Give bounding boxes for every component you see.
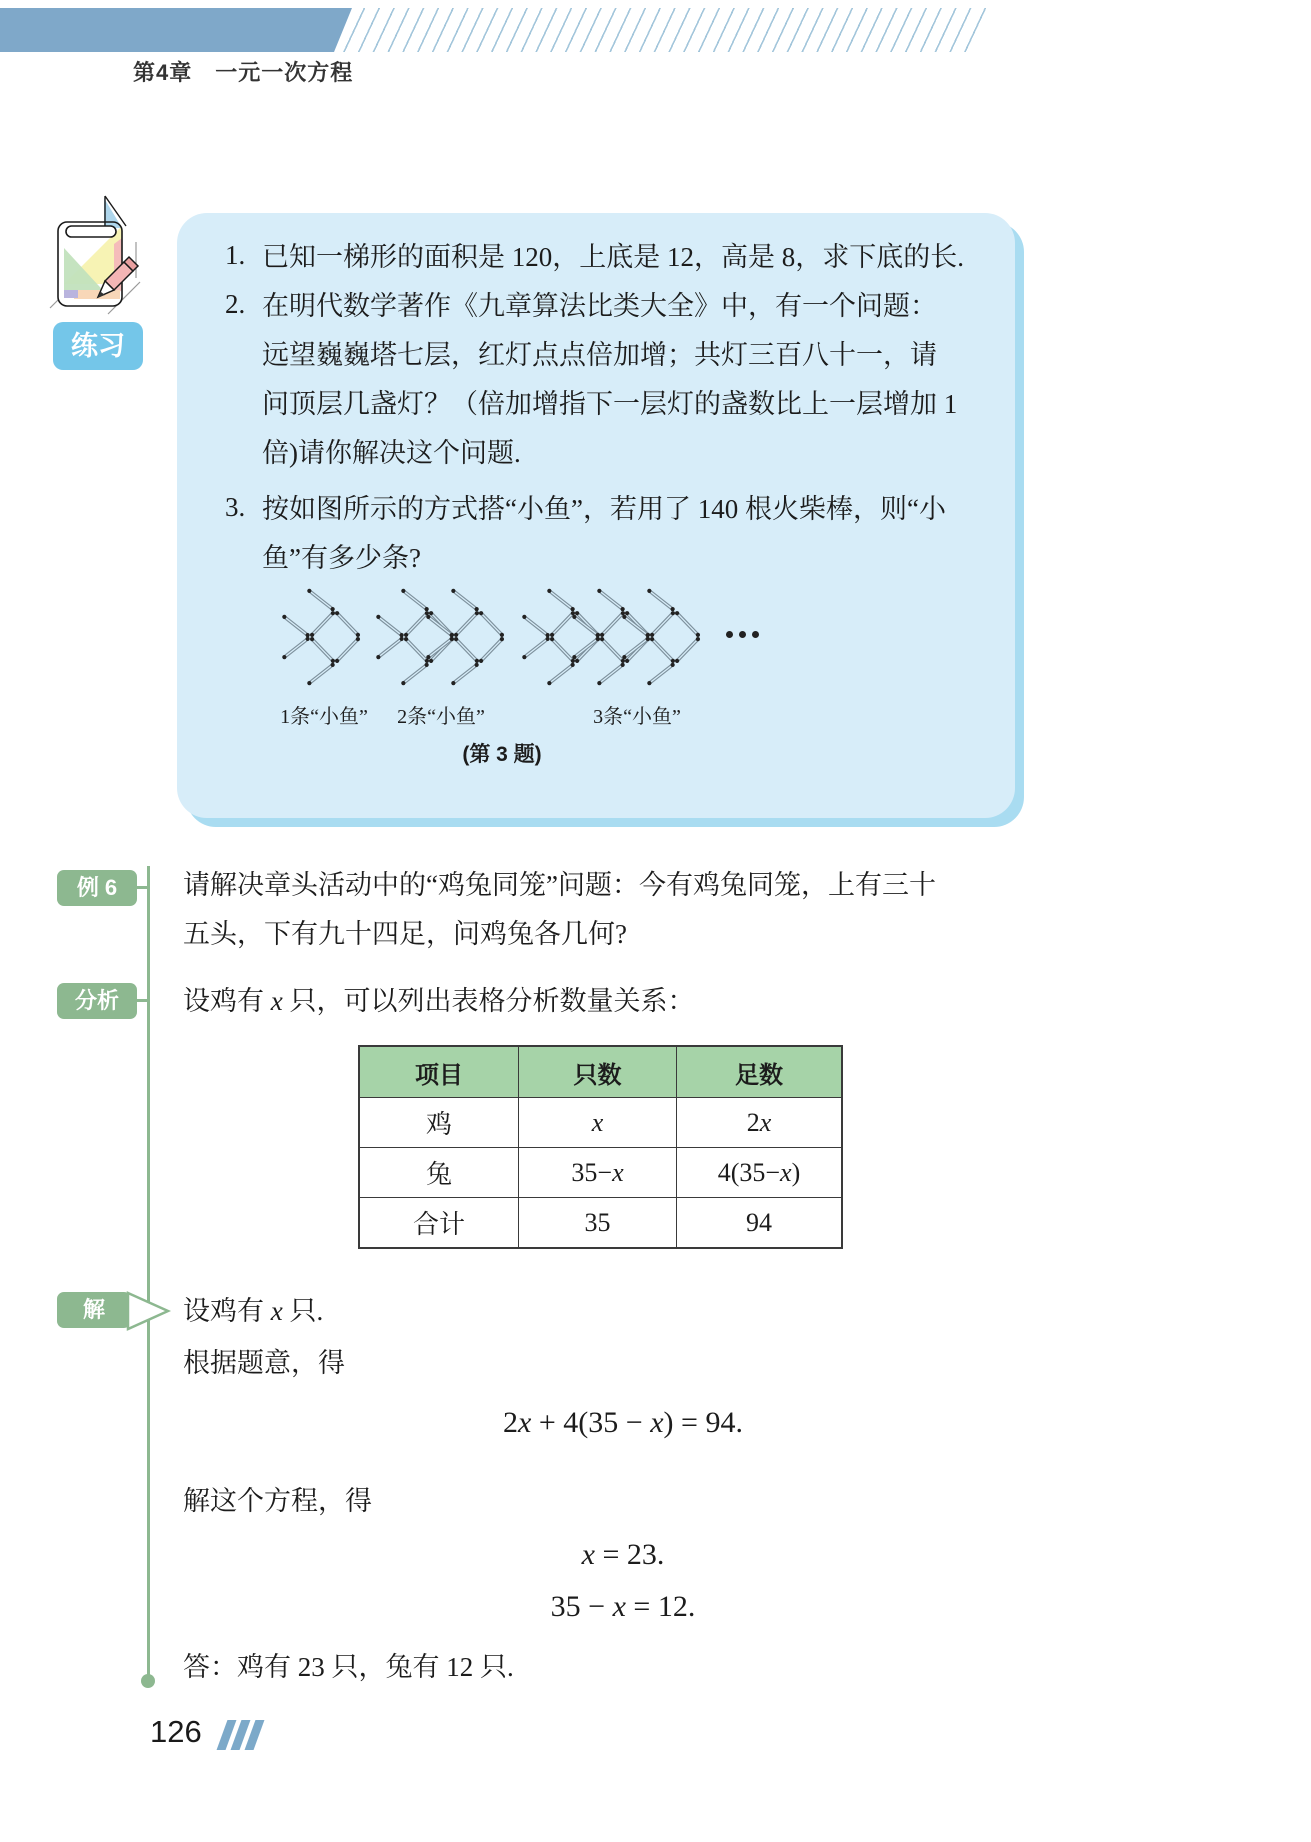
example-6-line-2: 五头，下有九十四足，问鸡兔各几何? <box>183 919 627 949</box>
table-cell: 94 <box>677 1198 843 1249</box>
problem-2-number: 2. <box>225 289 246 319</box>
fish-diagram-group-2 <box>372 585 512 689</box>
section-timeline-end-dot <box>141 1674 155 1688</box>
table-row <box>359 1098 842 1148</box>
solution-line-1: 设鸡有 x 只. <box>183 1296 324 1326</box>
chapter-title: 第4章 一元一次方程 <box>133 60 354 85</box>
problem-2-line-1: 在明代数学著作《九章算法比类大全》中，有一个问题： <box>262 291 937 321</box>
table-cell: 35−x <box>519 1148 677 1198</box>
fish-ellipsis-dots <box>726 631 759 638</box>
solution-arrow-icon <box>126 1290 172 1332</box>
fish-caption-1: 1条“小鱼” <box>280 706 368 728</box>
analysis-badge: 分析 <box>57 983 137 1019</box>
fish-caption-3: 3条“小鱼” <box>593 706 681 728</box>
problem-2-line-3: 问顶层几盏灯？（倍加增指下一层灯的盏数比上一层增加 1 <box>262 389 958 419</box>
page-number: 126 <box>150 1714 202 1749</box>
problem-1-text: 已知一梯形的面积是 120，上底是 12，高是 8，求下底的长. <box>262 242 964 272</box>
table-header-item: 项目 <box>359 1046 519 1098</box>
section-timeline-line <box>147 866 150 1681</box>
solution-badge: 解 <box>57 1292 131 1328</box>
analysis-intro: 设鸡有 x 只，可以列出表格分析数量关系： <box>183 986 695 1016</box>
table-cell: 鸡 <box>359 1098 519 1148</box>
figure-caption: (第 3 题) <box>462 743 542 766</box>
header-parallelogram <box>0 8 360 52</box>
table-cell: 2x <box>677 1098 843 1148</box>
header-band <box>0 8 1311 52</box>
analysis-connector <box>135 999 149 1002</box>
practice-notebook-pencil-icon <box>48 186 148 318</box>
problem-2-line-2: 远望巍巍塔七层，红灯点点倍加增；共灯三百八十一，请 <box>262 340 937 370</box>
fish-diagram-group-1 <box>278 585 368 689</box>
fish-diagram-group-3 <box>518 585 708 689</box>
table-cell: 35 <box>519 1198 677 1249</box>
table-header-feet: 足数 <box>677 1046 843 1098</box>
fish-caption-2: 2条“小鱼” <box>397 706 485 728</box>
solution-equation-3: 35 − x = 12. <box>550 1590 696 1623</box>
table-cell: 兔 <box>359 1148 519 1198</box>
solution-line-3: 解这个方程，得 <box>183 1486 372 1516</box>
solution-equation-1: 2x + 4(35 − x) = 94. <box>503 1406 743 1439</box>
table-header-row <box>359 1046 842 1098</box>
problem-3-line-1: 按如图所示的方式搭“小鱼”，若用了 140 根火柴棒，则“小 <box>262 494 946 524</box>
problem-1-number: 1. <box>225 240 246 270</box>
example-6-connector <box>135 886 149 889</box>
solution-equation-2: x = 23. <box>581 1538 665 1571</box>
table-header-count: 只数 <box>519 1046 677 1098</box>
solution-line-2: 根据题意，得 <box>183 1348 345 1378</box>
example-6-badge: 例 6 <box>57 870 137 906</box>
table-row <box>359 1148 842 1198</box>
table-row <box>359 1198 842 1249</box>
header-hatch-pattern <box>334 8 994 52</box>
problem-2-line-4: 倍)请你解决这个问题. <box>262 438 521 468</box>
solution-answer: 答：鸡有 23 只，兔有 12 只. <box>183 1652 514 1682</box>
problem-3-number: 3. <box>225 492 246 522</box>
problem-3-line-2: 鱼”有多少条? <box>262 543 421 573</box>
table-cell: 合计 <box>359 1198 519 1249</box>
analysis-table <box>358 1045 843 1249</box>
table-cell: x <box>519 1098 677 1148</box>
practice-badge: 练习 <box>53 322 143 370</box>
example-6-line-1: 请解决章头活动中的“鸡兔同笼”问题：今有鸡兔同笼，上有三十 <box>183 870 936 900</box>
page-number-slashes-icon <box>222 1720 259 1750</box>
table-cell: 4(35−x) <box>677 1148 843 1198</box>
